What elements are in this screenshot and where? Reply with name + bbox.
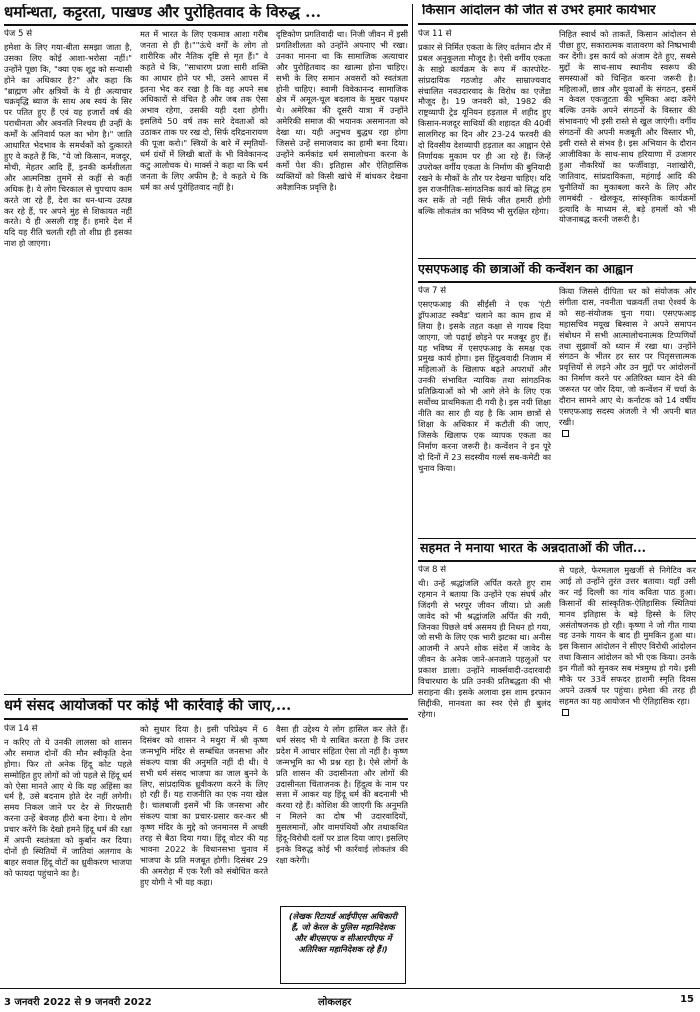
article-column (418, 565, 551, 987)
article-end-marker (562, 709, 569, 716)
article-headline-sfi-convention: एसएफआइ की छात्राओं की कन्वेंशन का आह्वान (418, 262, 633, 276)
headline-rule (4, 718, 408, 720)
page-continuation-ref: पेज 8 से (418, 565, 446, 575)
article-text: दृष्टिकोण प्रगतिवादी था। निजी जीवन में इसी प्रगतिशीलता को उन्होंने अपनाए भी रखा। उनका मानना था कि सामाजिक अत्याचार और पुरोहितवाद का खात्मा होना चाहिए। सभी के लिए समान अवसरों को स्वतंत्रता होनी चाहिए। स्वामी विवेकानन्द सामाजिक क्षेत्र में अमूल-चूल बदलाव के मुखर पक्षधर थे। अमेरिका की दूसरी यात्रा में उन्होंने अमेरिकी समाज की भयानक असमानता को देखा था। यही अनुभव बुद्धध रहा होगा जिससे उन्हें समाजवाद का हामी बना दिया। उन्होंने कर्मकांड धर्म समालोचना करना के कर्मो पेश की। इतिहास और ऐतिहासिक व्यक्तियों को किसी खांचे में बांधकर देखना अवैज्ञानिक प्रवृत्ति है। (276, 29, 408, 192)
author-note: (लेखक रिटायर्ड आईपीएस अधिकारी हैं, जो केरल के पुलिस महानिदेशक और बीएसएफ व सीआरपीएफ में अतिरिक्त महानिदेशक रहे हैं।) (288, 911, 398, 954)
article-headline-sahmat: सहमत ने मनाया भारत के अन्नदाताओं की जीत... (420, 541, 646, 555)
article-text: निहित स्वार्थ को ताकतें, किसान आंदोलन से पीछा हुए, सकारात्मक वातावरण को निष्प्रभावी कर देंगी। इस कार्य को अंजाम देते हुए, सबसे मुद्दों के साथ-साथ स्थानीय स्वरूप की समस्याओं को चिन्हित करना जरूरी है। महिलाओं, छात्र और युवाओं के संगठन, इसमें न केवल एकजुटता की भूमिका अदा करेंगे बल्कि उनके अपने संगठनों के विस्तार की संभावनाएं भी इसी रास्ते से खुल जाएंगी। वर्गीय संगठनों की अपनी मजबूती और विस्तार भी, इसी रास्ते से संभव है। इस अभियान के दौरान आजीविका के साथ-साथ हरियाणा में उजागर हुआ नौकरियों का फर्जीवाड़ा, नशाखोरी, जातिवाद, सांप्रदायिकता, महंगाई आदि की चुनौतियों का मुकाबला करने के लिए और लामबंदी - खेलकूद, सांस्कृतिक कार्यक्रमों इत्यादि के माध्यम से, बड़े हमलों को भी योजनाबद्ध करनी जरूरी है। (559, 29, 696, 225)
headline-rule (4, 24, 408, 26)
vertical-divider (412, 4, 413, 694)
article-headline-dharma-sansad: धर्म संसद आयोजकों पर कोई भी कार्रवाई की जाए,... (4, 698, 292, 714)
headline-rule (418, 560, 696, 562)
page-continuation-ref: पेज 14 से (4, 724, 38, 734)
section-rule (418, 538, 696, 539)
issue-date: 3 जनवरी 2022 से 9 जनवरी 2022 (4, 997, 152, 1008)
page-continuation-ref: पेज 11 से (418, 29, 452, 39)
masthead-name: लोकलहर (318, 997, 352, 1008)
article-headline-farmers-victory: किसान आंदोलन की जीत से उभरे हमारे कार्यभार (422, 4, 656, 18)
article-column (4, 724, 132, 986)
article-column (276, 724, 408, 902)
article-column (140, 29, 268, 691)
article-column (418, 29, 551, 269)
page-continuation-ref: पेज 5 से (4, 29, 32, 39)
headline-rule (418, 23, 696, 25)
article-text: से पहले, फेरमलाल मुखर्जी से निगेटिव कर आई तो उन्होंने तुरंत उत्तर बताया। यहाँ उसी कर नई दिल्ली का गांव कविता पाठ हुआ। किसानों की सांस्कृतिक-ऐतिहासिक स्थितियां मानव इतिहास के बड़े हिस्से के लिए असंतोषजनक हो रही। कृष्णा ने जो गीत गाया वह उनके गायन के बाद ही मुमकिन हुआ था। इस किसान आंदोलन ने सीएए विरोधी आंदोलन तथा किसान आंदोलन को भी एक किया। उनके इन गीतों को सुनकर सब मंत्रमुग्ध हो गये। इसी मौके पर 33वें सफदर हाशमी स्मृति दिवस अपने उत्कर्ष पर पहुंचा। हमेशा की तरह ही सहमत का यह आयोजन भी ऐतिहासिक रहा। (559, 565, 696, 706)
article-column (559, 565, 696, 987)
section-rule (4, 694, 412, 695)
article-column (559, 286, 696, 543)
article-column (276, 29, 408, 691)
article-column (559, 29, 696, 269)
page-continuation-ref: पेज 7 से (418, 286, 446, 296)
article-column (418, 286, 551, 543)
section-rule (418, 258, 696, 259)
article-text: वैसा ही उद्देश्य ये लोग हासिल कर लेते हैं। धर्म संसद भी ये साबित करता है कि उत्तर प्रदेश में आचार संहिता ऐसा तो नहीं है। कृष्ण जन्मभूमि का भी प्रश्न रहा है। ऐसे लोगों के प्रति शासन की उदासीनता और लोगों की उदासीनता चिंताजनक है। हिंदुत्व के नाम पर सत्ता में आकर यह हिंदू धर्म की बदनामी भी करवा रहे हैं। कोशिश की जाएगी कि अनुमति न मिलने का दोष भी उदारवादियों, मुसलमानों, और वामपंथियों और तथाकथित हिंदू-विरोधी दलों पर डाल दिया जाए। इसलिए इनके विरुद्ध कोई भी कार्रवाई लोकतंत्र की रक्षा करेगी। (276, 724, 408, 865)
article-text: किया जिससे दीपिता धर को संयोजक और संगीता दास, नवनीता चक्रवर्ती तथा ऐश्वर्य के को सह-संयोजक चुना गया। एसएफआइ महासचिव मयूख बिस्वास ने अपने समापन संबोधन में सभी आत्मालोचनात्मक टिप्पणियों तथा सुझावों को ध्यान में रखा था। उन्होंने संगठन के भीतर हर स्तर पर पितृसत्तात्मक प्रवृत्तियों से लड़ने और उन मुद्दों पर आंदोलनों का निर्माण करने पर अतिरिक्त ध्यान देने की जरूरत पर जोर दिया, जो कन्वेंशन में चर्चा के दौरान सामने आए थे। कर्नाटक को 14 वर्षीय एसएफआइ सदस्य अंजली ने भी अपनी बात रखी। (559, 286, 696, 427)
article-headline-religion-critique: धर्मान्धता, कट्टरता, पाखण्ड और पुरोहितवाद के विरुद्ध ... (4, 4, 322, 21)
article-end-marker (562, 430, 569, 437)
article-text: थी। उन्हें श्रद्धांजलि अर्पित करते हुए राम रहमान ने बताया कि उन्होंने एक संघर्ष और जिंदगी से भरपूर जीवन जीया। प्रो अली जावेद को भी श्रद्धांजलि अर्पित की गयी, जिनका पिछले वर्ष असमय ही निधन हो गया, जो सभी के लिए एक भारी झटका था। अनीस आजमी ने अपने शोक संदेश में जावेद के जीवन के अनेक जाने-अनजाने पहलुओं पर प्रकाश डाला। उन्होंने मार्क्सवादी-उदारवादी विचारधारा के प्रति उनकी प्रतिबद्धता की भी सराहना की। इसके अलावा इस शाम इरफान सिद्दीकी, मानवता का स्वर ऐसे ही बुलंद रहेगा। (418, 577, 551, 719)
article-text: न करिए तो ये उनकी लालसा को शासन और समाज दोनों की मौन स्वीकृति देना होगा। फिर तो अनेक हिंदू कोट पहले सम्मोहित हुए लोगों को जो पहले से हिंदू धर्म को ऐसा मानते आए थे कि यह अहिंसा का धर्म है, उसे बदनाम होते देर नहीं लगेगी। समय निकल जाने पर देर से गिरफ्तारी करना उन्हें बेवजह हीरो बना देगा। ये लोग प्रचार करेंगे कि देखो हमने हिंदू धर्म की रक्षा में अपनी स्वतंत्रता को कुर्बान कर दिया। दोनों ही स्थितियों में जातियां अलगाव के बाहर सवाल हिंदू वोटों का ध्रुवीकरण भाजपा को फायदा पहुंचाने का है। (4, 736, 132, 878)
headline-rule (418, 281, 696, 283)
page-number: 15 (680, 994, 694, 1005)
article-text: हमेशा के लिए गया-बीता समझा जाता है, उसका लिए कोई आशा-भरोसा नहीं।" उन्होंने पूछा कि, "क्या एक शूद्र को सन्यासी होने का अधिकार है?" और कहा कि "ब्राह्मण और क्षत्रियों के ये ही अत्याचार चक्रवृद्धि ब्याज के साथ अब स्वयं के सिर पर पतित हुए हैं एवं यह हजारों वर्ष की पराधीनता और अवनति निश्चय ही उन्हीं के कर्मों के अनिवार्य फल का भोग है।" जाति आधारित भेदभाव के समर्थकों को दुत्कारते हुए वे कहते हैं कि, "ये जो किसान, मजदूर, मोची, मेहतर आदि हैं, इनकी कर्मशीलता और आत्मनिष्ठा तुममें से कहीं से कहीं अधिक है। ये लोग चिरकाल से चुपचाप काम करते जा रहे हैं, देश का धन-धान्य उत्पन्न कर रहे हैं, पर अपने मुंह से शिकायत नहीं करते। ये ही असली राष्ट्र हैं। हमारे देश में यदि यह रीति चलती रही तो शीघ्र ही इसका नाश हो जाएगा। (4, 41, 132, 249)
article-text: मत में भारत के लिए एकमात्र आशा गरीब जनता से ही है।""ऊंचे वर्गों के लोग तो शारीरिक और नैतिक दृष्टि से मृत हैं।" वे कहते थे कि, "साधारण प्रजा सारी शक्ति का आधार होने पर भी, उसने आपस में इतना भेद कर रखा है कि वह अपने सब अधिकारों से वंचित है और जब तक ऐसा अभाव रहेगा, उसकी यही दशा होगी। इसलिये 50 वर्ष तक सारे देवताओं को उठाकर ताक पर रख दो, सिर्फ दरिद्रनारायण की पूजा करो।" स्त्रियों के बारे में स्मृतियों-धर्म ग्रंथों में लिखी बातों के भी विवेकानन्द कटु आलोचक थे। मार्क्स ने कहा था कि धर्म जनता के लिए अफीम है; वे कहते थे कि धर्म का अर्थ पुरोहितवाद नहीं है। (140, 29, 268, 192)
article-text: को सुधार दिया है। इसी परिप्रेक्ष्य में 6 दिसंबर को शासन ने मथुरा में श्री कृष्ण जन्मभूमि मंदिर से सम्बंधित जनसभा और संकल्प यात्रा की अनुमति नहीं दी थी। ये सभी धर्म संसद भाजपा का जाल बुनने के लिए, सांप्रदायिक ध्रुवीकरण करने के लिए हो रही हैं। यह राजनीति का एक नया खेल है। चालबाजी इसमें भी कि जनसभा और संकल्प यात्रा का प्रचार-प्रसार कर-कर श्री कृष्ण मंदिर के मुद्दे को जनमानस में अच्छी तरह से बैठा दिया गया। हिंदू वोटर की यह भावना 2022 के विधानसभा चुनाव में भाजपा के प्रति मजबूत होगी। दिसंबर 29 की अमरोहा में एक रैली को संबोधित करते हुए योगी ने भी यह कहा। (140, 724, 268, 887)
author-note-box (280, 906, 406, 984)
article-text: प्रकार से निर्मित एकता के लिए वर्तमान दौर में प्रबल अनुकूलता मौजूद है। ऐसी वर्गीय एकता के साझे कार्यक्रम के रूप में कारपोरेट-सांप्रदायिक गठजोड़ और साम्राज्यवाद संचालित नवउदारवाद के विरोध का एजेंडा मौजूद है। 19 जनवरी को, 1982 की राष्ट्रव्यापी ट्रेड यूनियन हड़ताल में शहीद हुए किसान-मजदूर साथियों की शहादत की 40वीं सालगिरह का दिन और 23-24 फरवरी की दो दिवसीय देशव्यापी हड़ताल का आह्वान ऐसे निर्णायक मुकाम पर ही आ रहे हैं। जिन्हें उपरोक्त वर्गीय एकता के निर्माण की बुनियादी रखने के मौकों के तौर पर देखना चाहिए। यदि इस राजनीतिक-सांगठनिक कार्य को सिद्ध हम कर सकें तो नहीं सिर्फ जीत हमारी होगी बल्कि लोकतंत्र का भविष्य भी सुरक्षित रहेगा। (418, 41, 551, 216)
footer-rule (0, 988, 700, 989)
article-text: एसएफआइ की सीईसी ने एक 'एंटी ड्रॉपआउट स्क्वैड' चलाने का काम हाथ में लिया है। इसके तहत कक्षा से गायब दिया जाएगा, जो पढ़ाई छोड़ने पर मजबूर हुए हैं। यह भविष्य में एसएफआइ के समक्ष एक प्रमुख कार्य होगा। इस हिंदुत्ववादी निजाम में महिलाओं के खिलाफ बढ़ते अपराधों और उनकी संभावित न्यायिक तथा सांगठनिक प्रतिक्रियाओं को भी आगे लेने के लिए एक सर्वोच्च प्राथमिकता दी गयी है। इस नयी शिक्षा नीति का सार ही यह है कि आम छात्रों से शिक्षा के अधिकार में कटौती की जाए, जिसके खिलाफ एक व्यापक एकता का निर्माण करना जरूरी है। कन्वेंशन ने इन पूरे दो दिनों में 23 सदस्यीय गर्ल्स सब-कमेटी का चुनाव किया। (418, 298, 551, 473)
article-column (4, 29, 132, 691)
article-column (140, 724, 268, 986)
page-footer (0, 991, 700, 1011)
